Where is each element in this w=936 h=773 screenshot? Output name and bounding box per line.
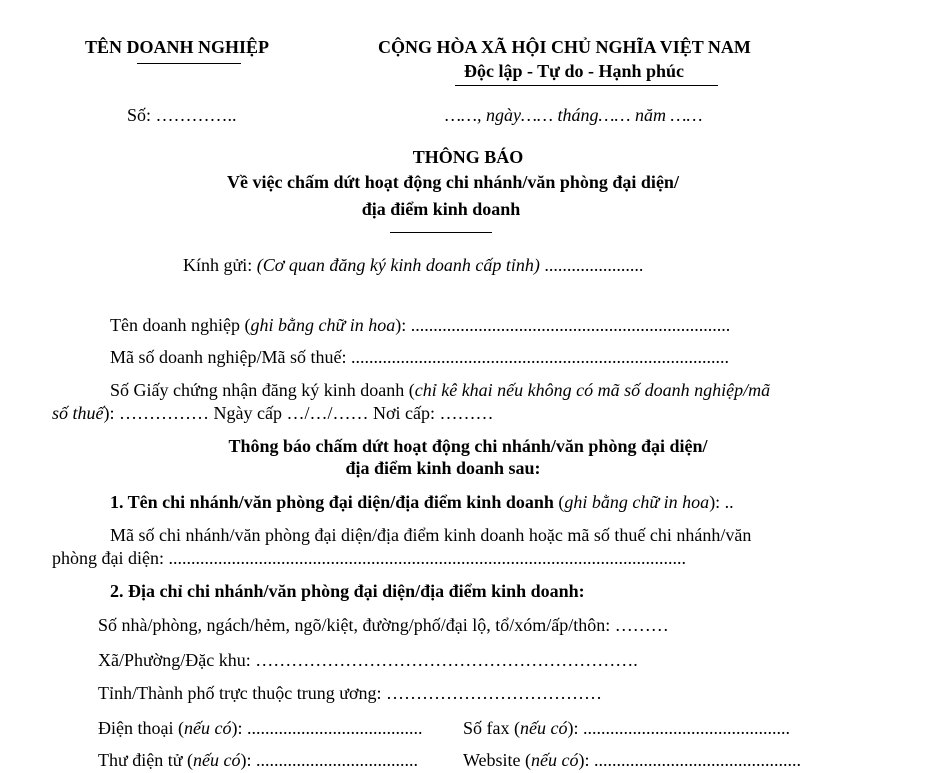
document-subtitle-line1: Về việc chấm dứt hoạt động chi nhánh/văn phòng đại diện/ <box>227 172 679 192</box>
province-line: Tỉnh/Thành phố trực thuộc trung ương: ……………………………… <box>98 683 602 703</box>
tax-code-line: Mã số doanh nghiệp/Mã số thuế: .................................................................................... <box>110 347 729 367</box>
phone-dots: ): ....................................... <box>231 718 423 738</box>
motto-underline <box>455 85 718 86</box>
company-underline <box>137 63 241 64</box>
certificate-hint-1: chỉ kê khai nếu không có mã số doanh nghiệp/mã <box>414 380 771 400</box>
recipient-label: Kính gửi: <box>183 255 257 275</box>
phone-label: Điện thoại ( <box>98 718 184 738</box>
website-optional: nếu có <box>531 750 579 770</box>
branch-code-line2: phòng đại diện: ................................................................................................................... <box>52 548 686 568</box>
section1-hint: ghi bằng chữ in hoa <box>564 492 710 512</box>
certificate-hint-2: số thuế <box>52 403 104 423</box>
title-underline <box>390 232 492 233</box>
fax-line <box>463 718 790 739</box>
document-title: THÔNG BÁO <box>412 147 524 167</box>
website-line <box>463 750 801 771</box>
email-optional: nếu có <box>193 750 241 770</box>
notice-heading-line2: địa điểm kinh doanh sau: <box>345 458 541 478</box>
section1-heading: 1. Tên chi nhánh/văn phòng đại diện/địa điểm kinh doanh <box>110 492 554 512</box>
nation-title: CỘNG HÒA XÃ HỘI CHỦ NGHĨA VIỆT NAM <box>378 37 751 57</box>
section2-heading: 2. Địa chỉ chi nhánh/văn phòng đại diện/địa điểm kinh doanh: <box>110 581 585 601</box>
email-line <box>98 750 418 771</box>
ward-line: Xã/Phường/Đặc khu: ………………………………………………………. <box>98 650 638 670</box>
recipient-line <box>183 255 643 276</box>
certificate-line2 <box>52 403 493 424</box>
street-address-line: Số nhà/phòng, ngách/hẻm, ngõ/kiệt, đường/phố/đại lộ, tổ/xóm/ấp/thôn: ……… <box>98 615 669 635</box>
company-name-line <box>110 315 730 336</box>
phone-optional: nếu có <box>183 718 232 738</box>
company-name-dots: ): ....................................................................... <box>395 315 731 335</box>
section1-hint-close: ): .. <box>709 492 734 512</box>
document-date: ……, ngày…… tháng…… năm …… <box>445 105 703 125</box>
fax-dots: ): .............................................. <box>567 718 790 738</box>
website-label: Website ( <box>463 750 532 770</box>
website-dots: ): .............................................. <box>578 750 802 770</box>
certificate-tail: ): …………… Ngày cấp …/…/…… Nơi cấp: ……… <box>103 403 494 423</box>
national-motto: Độc lập - Tự do - Hạnh phúc <box>464 61 685 81</box>
company-name-placeholder: TÊN DOANH NGHIỆP <box>85 37 270 57</box>
certificate-line1 <box>110 380 770 401</box>
document-subtitle-line2: địa điểm kinh doanh <box>361 199 521 219</box>
email-label: Thư điện tử ( <box>98 750 193 770</box>
fax-optional: nếu có <box>520 718 568 738</box>
certificate-label: Số Giấy chứng nhận đăng ký kinh doanh ( <box>110 380 415 400</box>
fax-label: Số fax ( <box>463 718 520 738</box>
section1-hint-open: ( <box>553 492 565 512</box>
company-name-hint: ghi bằng chữ in hoa <box>250 315 396 335</box>
company-name-label: Tên doanh nghiệp ( <box>110 315 251 335</box>
notice-heading-line1: Thông báo chấm dứt hoạt động chi nhánh/văn phòng đại diện/ <box>228 436 708 456</box>
phone-line <box>98 718 422 739</box>
recipient-dots: ...................... <box>539 255 644 275</box>
section1-line <box>110 492 734 513</box>
document-number: Số: ………….. <box>127 105 237 125</box>
branch-code-line1: Mã số chi nhánh/văn phòng đại diện/địa điểm kinh doanh hoặc mã số thuế chi nhánh/văn <box>110 525 752 545</box>
recipient-hint: (Cơ quan đăng ký kinh doanh cấp tỉnh) <box>256 255 540 275</box>
email-dots: ): .................................... <box>240 750 418 770</box>
